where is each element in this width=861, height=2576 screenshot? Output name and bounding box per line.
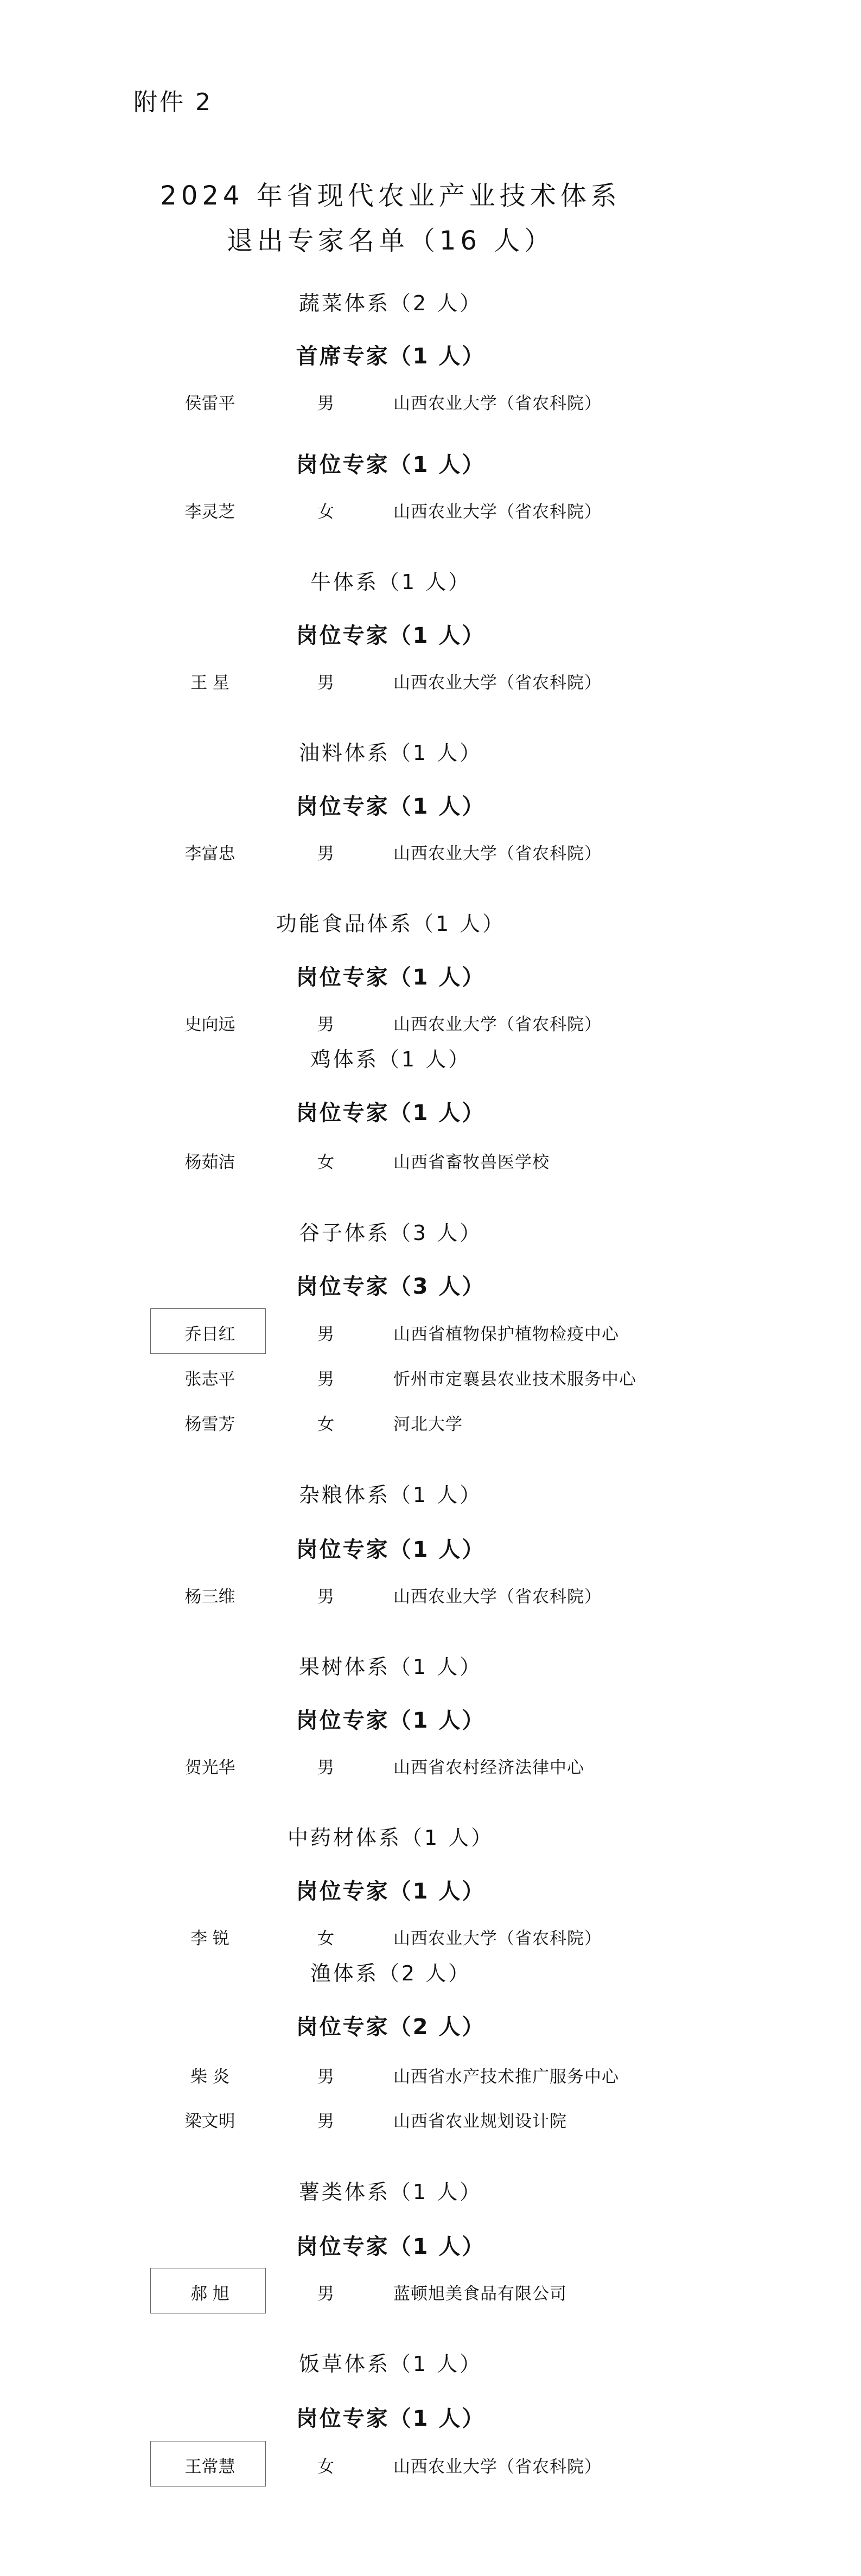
- expert-row: [0, 1148, 861, 1170]
- expert-organization: 忻州市定襄县农业技术服务中心: [393, 1370, 636, 1389]
- role-heading: 岗位专家（1 人）: [296, 2234, 486, 2259]
- expert-row: [0, 2063, 861, 2085]
- expert-gender: 女: [317, 1415, 334, 1434]
- role-heading: 岗位专家（1 人）: [296, 452, 486, 477]
- expert-organization: 山西省畜牧兽医学校: [393, 1153, 550, 1172]
- expert-name: 杨三维: [184, 1587, 235, 1607]
- system-heading: 饭草体系（1 人）: [298, 2352, 483, 2376]
- expert-organization: 山西农业大学（省农科院）: [393, 673, 602, 693]
- system-heading: 谷子体系（3 人）: [298, 1221, 483, 1245]
- expert-organization: 山西农业大学（省农科院）: [393, 1015, 602, 1034]
- expert-gender: 男: [317, 1015, 334, 1034]
- system-heading: 蔬菜体系（2 人）: [298, 291, 483, 315]
- expert-name: 李富忠: [184, 844, 235, 864]
- expert-row: [0, 2107, 861, 2129]
- expert-gender: 男: [317, 2067, 334, 2087]
- expert-gender: 女: [317, 2457, 334, 2477]
- role-heading: 岗位专家（3 人）: [296, 1274, 486, 1299]
- expert-name: 贺光华: [184, 1758, 235, 1778]
- expert-name: 乔日红: [184, 1325, 235, 1344]
- expert-name: 王 星: [190, 673, 229, 693]
- system-heading: 渔体系（2 人）: [310, 1961, 471, 1985]
- title-line-1: 2024 年省现代农业产业技术体系: [160, 181, 621, 211]
- expert-organization: 山西农业大学（省农科院）: [393, 844, 602, 864]
- expert-row: [0, 1011, 861, 1032]
- expert-organization: 山西农业大学（省农科院）: [393, 2457, 602, 2477]
- expert-row: [0, 1754, 861, 1778]
- system-heading: 功能食品体系（1 人）: [276, 912, 506, 936]
- expert-name: 梁文明: [184, 2112, 235, 2131]
- expert-row: [0, 498, 861, 520]
- expert-name: 王常慧: [184, 2457, 235, 2477]
- expert-gender: 男: [317, 844, 334, 864]
- role-heading: 岗位专家（1 人）: [296, 1879, 486, 1904]
- attachment-label: 附件 2: [133, 88, 213, 116]
- expert-organization: 山西省农业规划设计院: [393, 2112, 567, 2131]
- role-heading: 岗位专家（1 人）: [296, 1708, 486, 1733]
- expert-name: 杨茹洁: [184, 1153, 235, 1172]
- expert-organization: 山西农业大学（省农科院）: [393, 502, 602, 522]
- system-heading: 杂粮体系（1 人）: [298, 1483, 483, 1507]
- expert-gender: 男: [317, 2284, 334, 2304]
- expert-row: [0, 1320, 861, 1342]
- system-heading: 薯类体系（1 人）: [298, 2180, 483, 2204]
- expert-name: 张志平: [184, 1370, 235, 1389]
- expert-row: [0, 389, 861, 411]
- expert-row: [0, 2453, 861, 2475]
- expert-gender: 男: [317, 1325, 334, 1344]
- role-heading: 首席专家（1 人）: [296, 344, 486, 369]
- role-heading: 岗位专家（1 人）: [296, 794, 486, 819]
- expert-gender: 男: [317, 394, 334, 413]
- system-heading: 油料体系（1 人）: [298, 741, 483, 765]
- expert-organization: 山西省植物保护植物检疫中心: [393, 1325, 619, 1344]
- expert-organization: 山西农业大学（省农科院）: [393, 1587, 602, 1607]
- role-heading: 岗位专家（1 人）: [296, 623, 486, 648]
- expert-row: [0, 1365, 861, 1387]
- expert-gender: 女: [317, 1153, 334, 1172]
- title-line-2: 退出专家名单（16 人）: [226, 226, 555, 256]
- expert-row: [0, 2280, 861, 2302]
- role-heading: 岗位专家（2 人）: [296, 2015, 486, 2040]
- expert-organization: 河北大学: [393, 1415, 463, 1434]
- expert-organization: 山西省农村经济法律中心: [393, 1758, 584, 1778]
- expert-name: 史向远: [184, 1015, 235, 1034]
- expert-name: 李灵芝: [184, 502, 235, 522]
- expert-name: 杨雪芳: [184, 1415, 235, 1434]
- expert-gender: 女: [317, 502, 334, 522]
- expert-gender: 男: [317, 673, 334, 693]
- expert-organization: 蓝顿旭美食品有限公司: [393, 2284, 567, 2304]
- expert-row: [0, 1583, 861, 1605]
- expert-gender: 男: [317, 1370, 334, 1389]
- system-heading: 鸡体系（1 人）: [310, 1047, 471, 1071]
- expert-gender: 男: [317, 1587, 334, 1607]
- system-heading: 牛体系（1 人）: [310, 570, 471, 594]
- role-heading: 岗位专家（1 人）: [296, 965, 486, 990]
- expert-name: 李 锐: [190, 1929, 229, 1948]
- expert-row: [0, 840, 861, 864]
- role-heading: 岗位专家（1 人）: [296, 1101, 486, 1126]
- expert-organization: 山西省水产技术推广服务中心: [393, 2067, 619, 2087]
- expert-name: 柴 炎: [190, 2067, 229, 2087]
- system-heading: 果树体系（1 人）: [298, 1655, 483, 1679]
- system-heading: 中药材体系（1 人）: [287, 1826, 494, 1850]
- expert-organization: 山西农业大学（省农科院）: [393, 1929, 602, 1948]
- expert-row: [0, 669, 861, 691]
- role-heading: 岗位专家（1 人）: [296, 2406, 486, 2431]
- expert-row: [0, 1925, 861, 1946]
- expert-gender: 男: [317, 2112, 334, 2131]
- expert-gender: 女: [317, 1929, 334, 1948]
- expert-row: [0, 1410, 861, 1432]
- expert-name: 侯雷平: [184, 394, 235, 413]
- role-heading: 岗位专家（1 人）: [296, 1537, 486, 1562]
- expert-organization: 山西农业大学（省农科院）: [393, 394, 602, 413]
- expert-gender: 男: [317, 1758, 334, 1778]
- expert-name: 郝 旭: [190, 2284, 229, 2304]
